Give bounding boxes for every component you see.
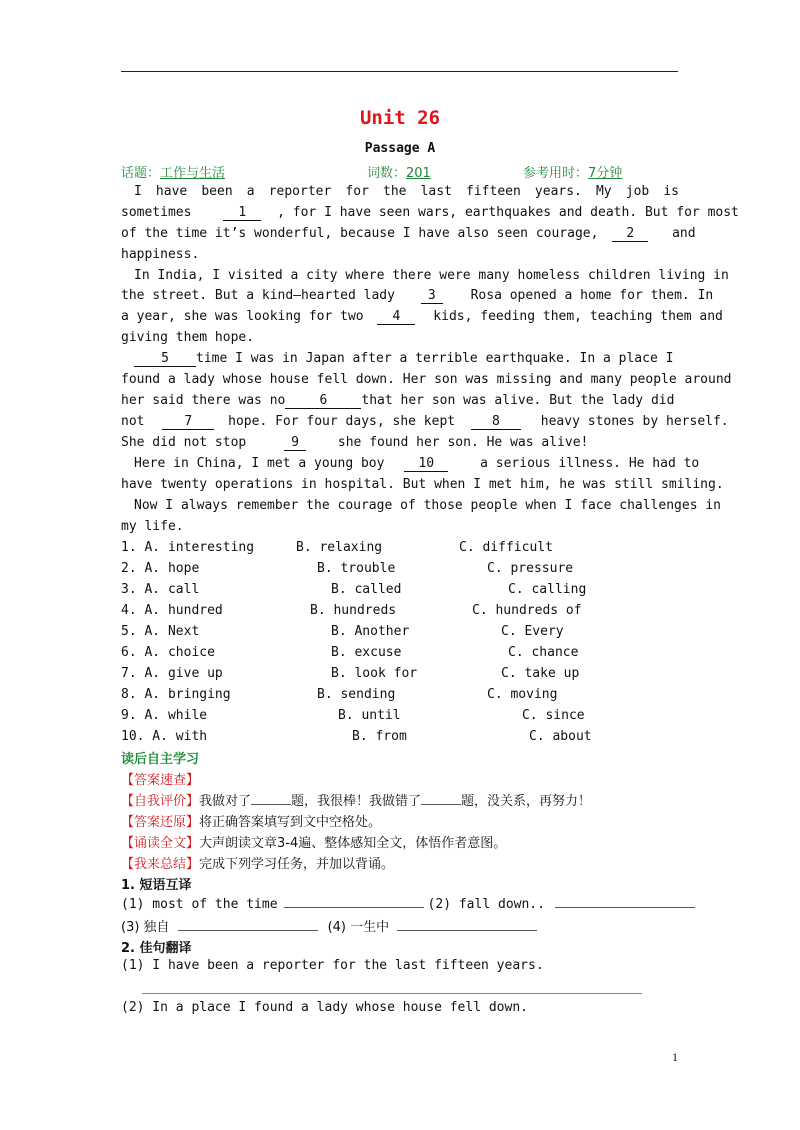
passage-line: happiness. bbox=[121, 247, 200, 262]
question-1-option-b[interactable]: B. relaxing bbox=[296, 540, 383, 555]
text: (4) 一生中 bbox=[327, 920, 390, 935]
passage-line bbox=[121, 205, 739, 225]
question-1-option-c[interactable]: C. difficult bbox=[459, 540, 553, 555]
passage-line bbox=[134, 351, 692, 371]
text: Rosa opened a home for them. In bbox=[470, 288, 714, 303]
time-meta bbox=[523, 162, 622, 181]
summary-line bbox=[121, 853, 394, 872]
summary-tag: 【我来总结】 bbox=[121, 857, 200, 872]
text: 将正确答案填写到文中空格处。 bbox=[199, 815, 382, 830]
question-3-option-c[interactable]: C. calling bbox=[508, 582, 587, 597]
topic-label: 话题： bbox=[121, 166, 161, 181]
question-7-option-c[interactable]: C. take up bbox=[501, 666, 580, 681]
phrase-heading: 1. 短语互译 bbox=[121, 878, 192, 893]
text: of the time it’s wonderful, because I have also seen courage, bbox=[121, 226, 599, 241]
text: a year, she was looking for two bbox=[121, 309, 364, 324]
sentence-heading: 2. 佳句翻译 bbox=[121, 941, 192, 956]
blank-9[interactable]: 9 bbox=[284, 436, 306, 451]
text: 题，我很棒！我做错了 bbox=[291, 794, 422, 809]
question-9-option-c[interactable]: C. since bbox=[522, 708, 585, 723]
text: Here in China, I met a young boy bbox=[134, 456, 385, 471]
answer-check-tag: 【答案速查】 bbox=[121, 773, 200, 788]
question-6-option-c[interactable]: C. chance bbox=[508, 645, 579, 660]
blank-8[interactable]: 8 bbox=[471, 415, 521, 430]
word-count-label: 词数： bbox=[367, 166, 407, 181]
read-tag: 【诵读全文】 bbox=[121, 836, 200, 851]
text: her said there was no bbox=[121, 393, 286, 408]
question-10-option-c[interactable]: C. about bbox=[529, 729, 592, 744]
phrase-row bbox=[121, 916, 537, 935]
blank-5[interactable]: 5 bbox=[134, 352, 196, 367]
text: 题，没关系，再努力！ bbox=[461, 794, 592, 809]
question-6-option-a[interactable]: 6. A. choice bbox=[121, 645, 215, 660]
phrase-row bbox=[121, 895, 695, 912]
unit-title: Unit 26 bbox=[359, 107, 441, 129]
question-2-option-c[interactable]: C. pressure bbox=[487, 561, 574, 576]
question-5-option-b[interactable]: B. Another bbox=[331, 624, 410, 639]
time-label: 参考用时： bbox=[523, 166, 589, 181]
text: (2) fall down.. bbox=[427, 897, 545, 912]
passage-line bbox=[121, 309, 723, 329]
passage-line: I have been a reporter for the last fifteen years. My job is bbox=[134, 184, 679, 199]
blank-3[interactable]: 3 bbox=[421, 289, 443, 304]
passage-line: In India, I visited a city where there were many homeless children living in bbox=[134, 268, 729, 283]
question-8-option-a[interactable]: 8. A. bringing bbox=[121, 687, 231, 702]
question-8-option-b[interactable]: B. sending bbox=[317, 687, 396, 702]
text: heavy stones by herself. bbox=[540, 414, 729, 429]
passage-line bbox=[121, 288, 714, 308]
blank-4[interactable]: 4 bbox=[377, 310, 415, 325]
time-value: 7分钟 bbox=[588, 166, 623, 181]
restore-line bbox=[121, 811, 381, 830]
question-7-option-b[interactable]: B. look for bbox=[331, 666, 418, 681]
wrong-count-field[interactable] bbox=[421, 792, 461, 805]
self-eval-tag: 【自我评价】 bbox=[121, 794, 200, 809]
correct-count-field[interactable] bbox=[251, 792, 291, 805]
question-4-option-a[interactable]: 4. A. hundred bbox=[121, 603, 223, 618]
question-9-option-a[interactable]: 9. A. while bbox=[121, 708, 208, 723]
passage-line: my life. bbox=[121, 519, 184, 534]
text: 我做对了 bbox=[199, 794, 252, 809]
question-8-option-c[interactable]: C. moving bbox=[487, 687, 558, 702]
text: and bbox=[672, 226, 696, 241]
question-4-option-b[interactable]: B. hundreds bbox=[310, 603, 397, 618]
passage-label: Passage A bbox=[364, 141, 436, 156]
text: time I was in Japan after a terrible earthquake. In a place I bbox=[196, 351, 674, 366]
passage-line bbox=[134, 456, 700, 476]
text: not bbox=[121, 414, 145, 429]
question-3-option-b[interactable]: B. called bbox=[331, 582, 402, 597]
text: the street. But a kind–hearted lady bbox=[121, 288, 395, 303]
text: a serious illness. He had to bbox=[480, 456, 700, 471]
blank-2[interactable]: 2 bbox=[612, 227, 648, 242]
sentence-2: (2) In a place I found a lady whose house fell down. bbox=[121, 1000, 528, 1015]
text: 大声朗读文章3-4遍、整体感知全文，体悟作者意图。 bbox=[199, 836, 507, 851]
question-6-option-b[interactable]: B. excuse bbox=[331, 645, 402, 660]
read-line bbox=[121, 832, 506, 851]
passage-line: giving them hope. bbox=[121, 330, 255, 345]
passage-line bbox=[121, 393, 679, 413]
question-4-option-c[interactable]: C. hundreds of bbox=[472, 603, 582, 618]
blank-1[interactable]: 1 bbox=[223, 206, 261, 221]
passage-line bbox=[121, 414, 729, 434]
phrase-answer-3[interactable] bbox=[178, 918, 318, 931]
passage-line bbox=[121, 226, 696, 246]
passage-line: found a lady whose house fell down. Her son was missing and many people around bbox=[121, 372, 732, 387]
phrase-answer-1[interactable] bbox=[284, 895, 424, 908]
text: She did not stop bbox=[121, 435, 247, 450]
blank-10[interactable]: 10 bbox=[404, 457, 448, 472]
question-3-option-a[interactable]: 3. A. call bbox=[121, 582, 200, 597]
passage-line bbox=[121, 435, 679, 455]
question-2-option-a[interactable]: 2. A. hope bbox=[121, 561, 200, 576]
text: (3) 独自 bbox=[121, 920, 170, 935]
passage-line: Now I always remember the courage of those people when I face challenges in bbox=[134, 498, 721, 513]
phrase-answer-4[interactable] bbox=[397, 918, 537, 931]
text: sometimes bbox=[121, 205, 192, 220]
word-count-meta bbox=[367, 162, 431, 181]
question-2-option-b[interactable]: B. trouble bbox=[317, 561, 396, 576]
passage-line: have twenty operations in hospital. But when I met him, he was still smiling. bbox=[121, 477, 724, 492]
question-1-option-a[interactable]: 1. A. interesting bbox=[121, 540, 255, 555]
text: (1) most of the time bbox=[121, 897, 278, 912]
question-7-option-a[interactable]: 7. A. give up bbox=[121, 666, 223, 681]
topic-meta bbox=[121, 162, 225, 181]
text: , for I have seen wars, earthquakes and death. But for most bbox=[277, 205, 739, 220]
text: that her son was alive. But the lady did bbox=[361, 393, 675, 408]
sentence-1-answer-line[interactable] bbox=[142, 993, 642, 994]
text: hope. For four days, she kept bbox=[228, 414, 456, 429]
word-count-value: 201 bbox=[406, 166, 431, 181]
study-heading: 读后自主学习 bbox=[121, 752, 200, 767]
text: 完成下列学习任务，并加以背诵。 bbox=[199, 857, 395, 872]
topic-value: 工作与生活 bbox=[160, 166, 226, 181]
sentence-1: (1) I have been a reporter for the last fifteen years. bbox=[121, 958, 544, 973]
self-eval-line bbox=[121, 790, 591, 809]
text: kids, feeding them, teaching them and bbox=[433, 309, 723, 324]
restore-tag: 【答案还原】 bbox=[121, 815, 200, 830]
blank-7[interactable]: 7 bbox=[162, 415, 214, 430]
question-9-option-b[interactable]: B. until bbox=[338, 708, 401, 723]
question-10-option-a[interactable]: 10. A. with bbox=[121, 729, 208, 744]
phrase-answer-2[interactable] bbox=[555, 895, 695, 908]
question-5-option-c[interactable]: C. Every bbox=[501, 624, 564, 639]
question-10-option-b[interactable]: B. from bbox=[352, 729, 407, 744]
blank-6[interactable]: 6 bbox=[285, 394, 361, 409]
text: she found her son. He was alive! bbox=[337, 435, 589, 450]
page-number: 1 bbox=[672, 1050, 678, 1064]
header-rule bbox=[121, 71, 678, 72]
question-5-option-a[interactable]: 5. A. Next bbox=[121, 624, 200, 639]
